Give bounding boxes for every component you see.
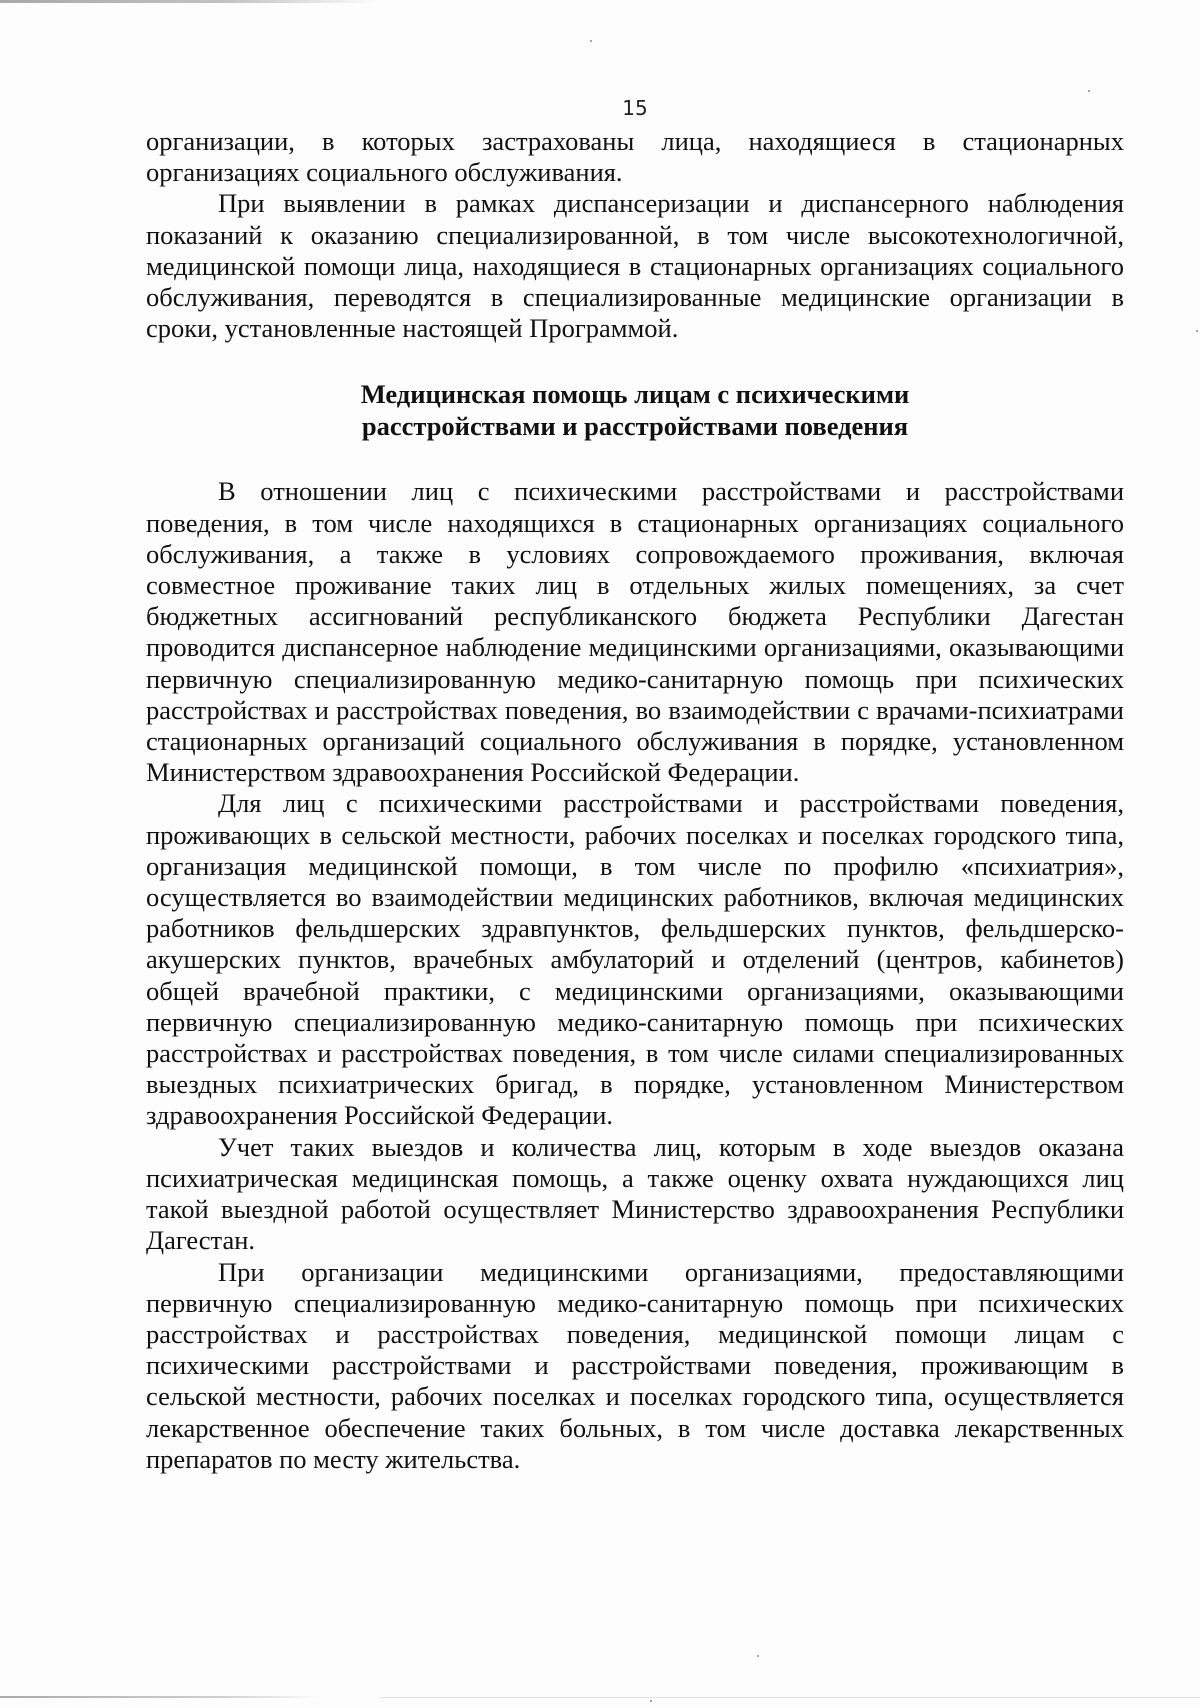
scan-speck: [590, 40, 592, 42]
scan-speck: [757, 1655, 759, 1657]
scan-edge-top: [0, 0, 380, 3]
paragraph-rural-care: Для лиц с психическими расстройствами и расстройствами поведения, проживающих в сельской местности, рабочих поселках и поселках городского типа, организация медицинской помощи, в том числе по профилю «психиатрия», осуществляется во взаимодействии медицинских работников, включая медицинских работников фельдшерских здравпунктов, фельдшерских пунктов, фельдшерско-акушерских пунктов, врачебных амбулаторий и отделений (центров, кабинетов) общей врачебной практики, с медицинскими организациями, оказывающими первичную специализированную медико-санитарную помощь при психических расстройствах и расстройствах поведения, в том числе силами специализированных выездных психиатрических бригад, в порядке, установленном Министерством здравоохранения Российской Федерации.: [146, 788, 1124, 1131]
paragraph-visit-accounting: Учет таких выездов и количества лиц, которым в ходе выездов оказана психиатрическая медицинская помощь, а также оценку охвата нуждающихся лиц такой выездной работой осуществляет Министерство здравоохранения Республики Дагестан.: [146, 1131, 1124, 1256]
section-heading-line-2: расстройствами и расстройствами поведения: [361, 411, 909, 442]
paragraph-continuation: организации, в которых застрахованы лица, находящиеся в стационарных организациях социального обслуживания.: [146, 126, 1124, 188]
scan-speck: [1196, 330, 1198, 332]
page-number: 15: [622, 96, 648, 120]
scan-edge-bottom: [0, 1696, 320, 1698]
scan-speck: [1088, 90, 1090, 92]
scan-edge-bottom-right: [380, 1697, 1200, 1698]
document-body: [146, 126, 1124, 1475]
paragraph-dispensary-transfer: При выявлении в рамках диспансеризации и диспансерного наблюдения показаний к оказанию специализированной, в том числе высокотехнологичной, медицинской помощи лица, находящиеся в стационарных организациях социального обслуживания, переводятся в специализированные медицинские организации в сроки, установленные настоящей Программой.: [146, 188, 1124, 344]
paragraph-dispensary-observation: В отношении лиц с психическими расстройствами и расстройствами поведения, в том числе находящихся в стационарных организациях социального обслуживания, а также в условиях сопровождаемого проживания, включая совместное проживание таких лиц в отдельных жилых помещениях, за счет бюджетных ассигнований республиканского бюджета Республики Дагестан проводится диспансерное наблюдение медицинскими организациями, оказывающими первичную специализированную медико-санитарную помощь при психических расстройствах и расстройствах поведения, во взаимодействии с врачами-психиатрами стационарных организаций социального обслуживания в порядке, установленном Министерством здравоохранения Российской Федерации.: [146, 476, 1124, 788]
section-heading-line-1: Медицинская помощь лицам с психическими: [360, 379, 910, 410]
section-heading: [146, 378, 1124, 442]
paragraph-drug-supply: При организации медицинскими организациями, предоставляющими первичную специализированную медико-санитарную помощь при психических расстройствах и расстройствах поведения, медицинской помощи лицам с психическими расстройствами и расстройствами поведения, проживающим в сельской местности, рабочих поселках и поселках городского типа, осуществляется лекарственное обеспечение таких больных, в том числе доставка лекарственных препаратов по месту жительства.: [146, 1256, 1124, 1474]
scan-speck: [650, 1700, 652, 1702]
